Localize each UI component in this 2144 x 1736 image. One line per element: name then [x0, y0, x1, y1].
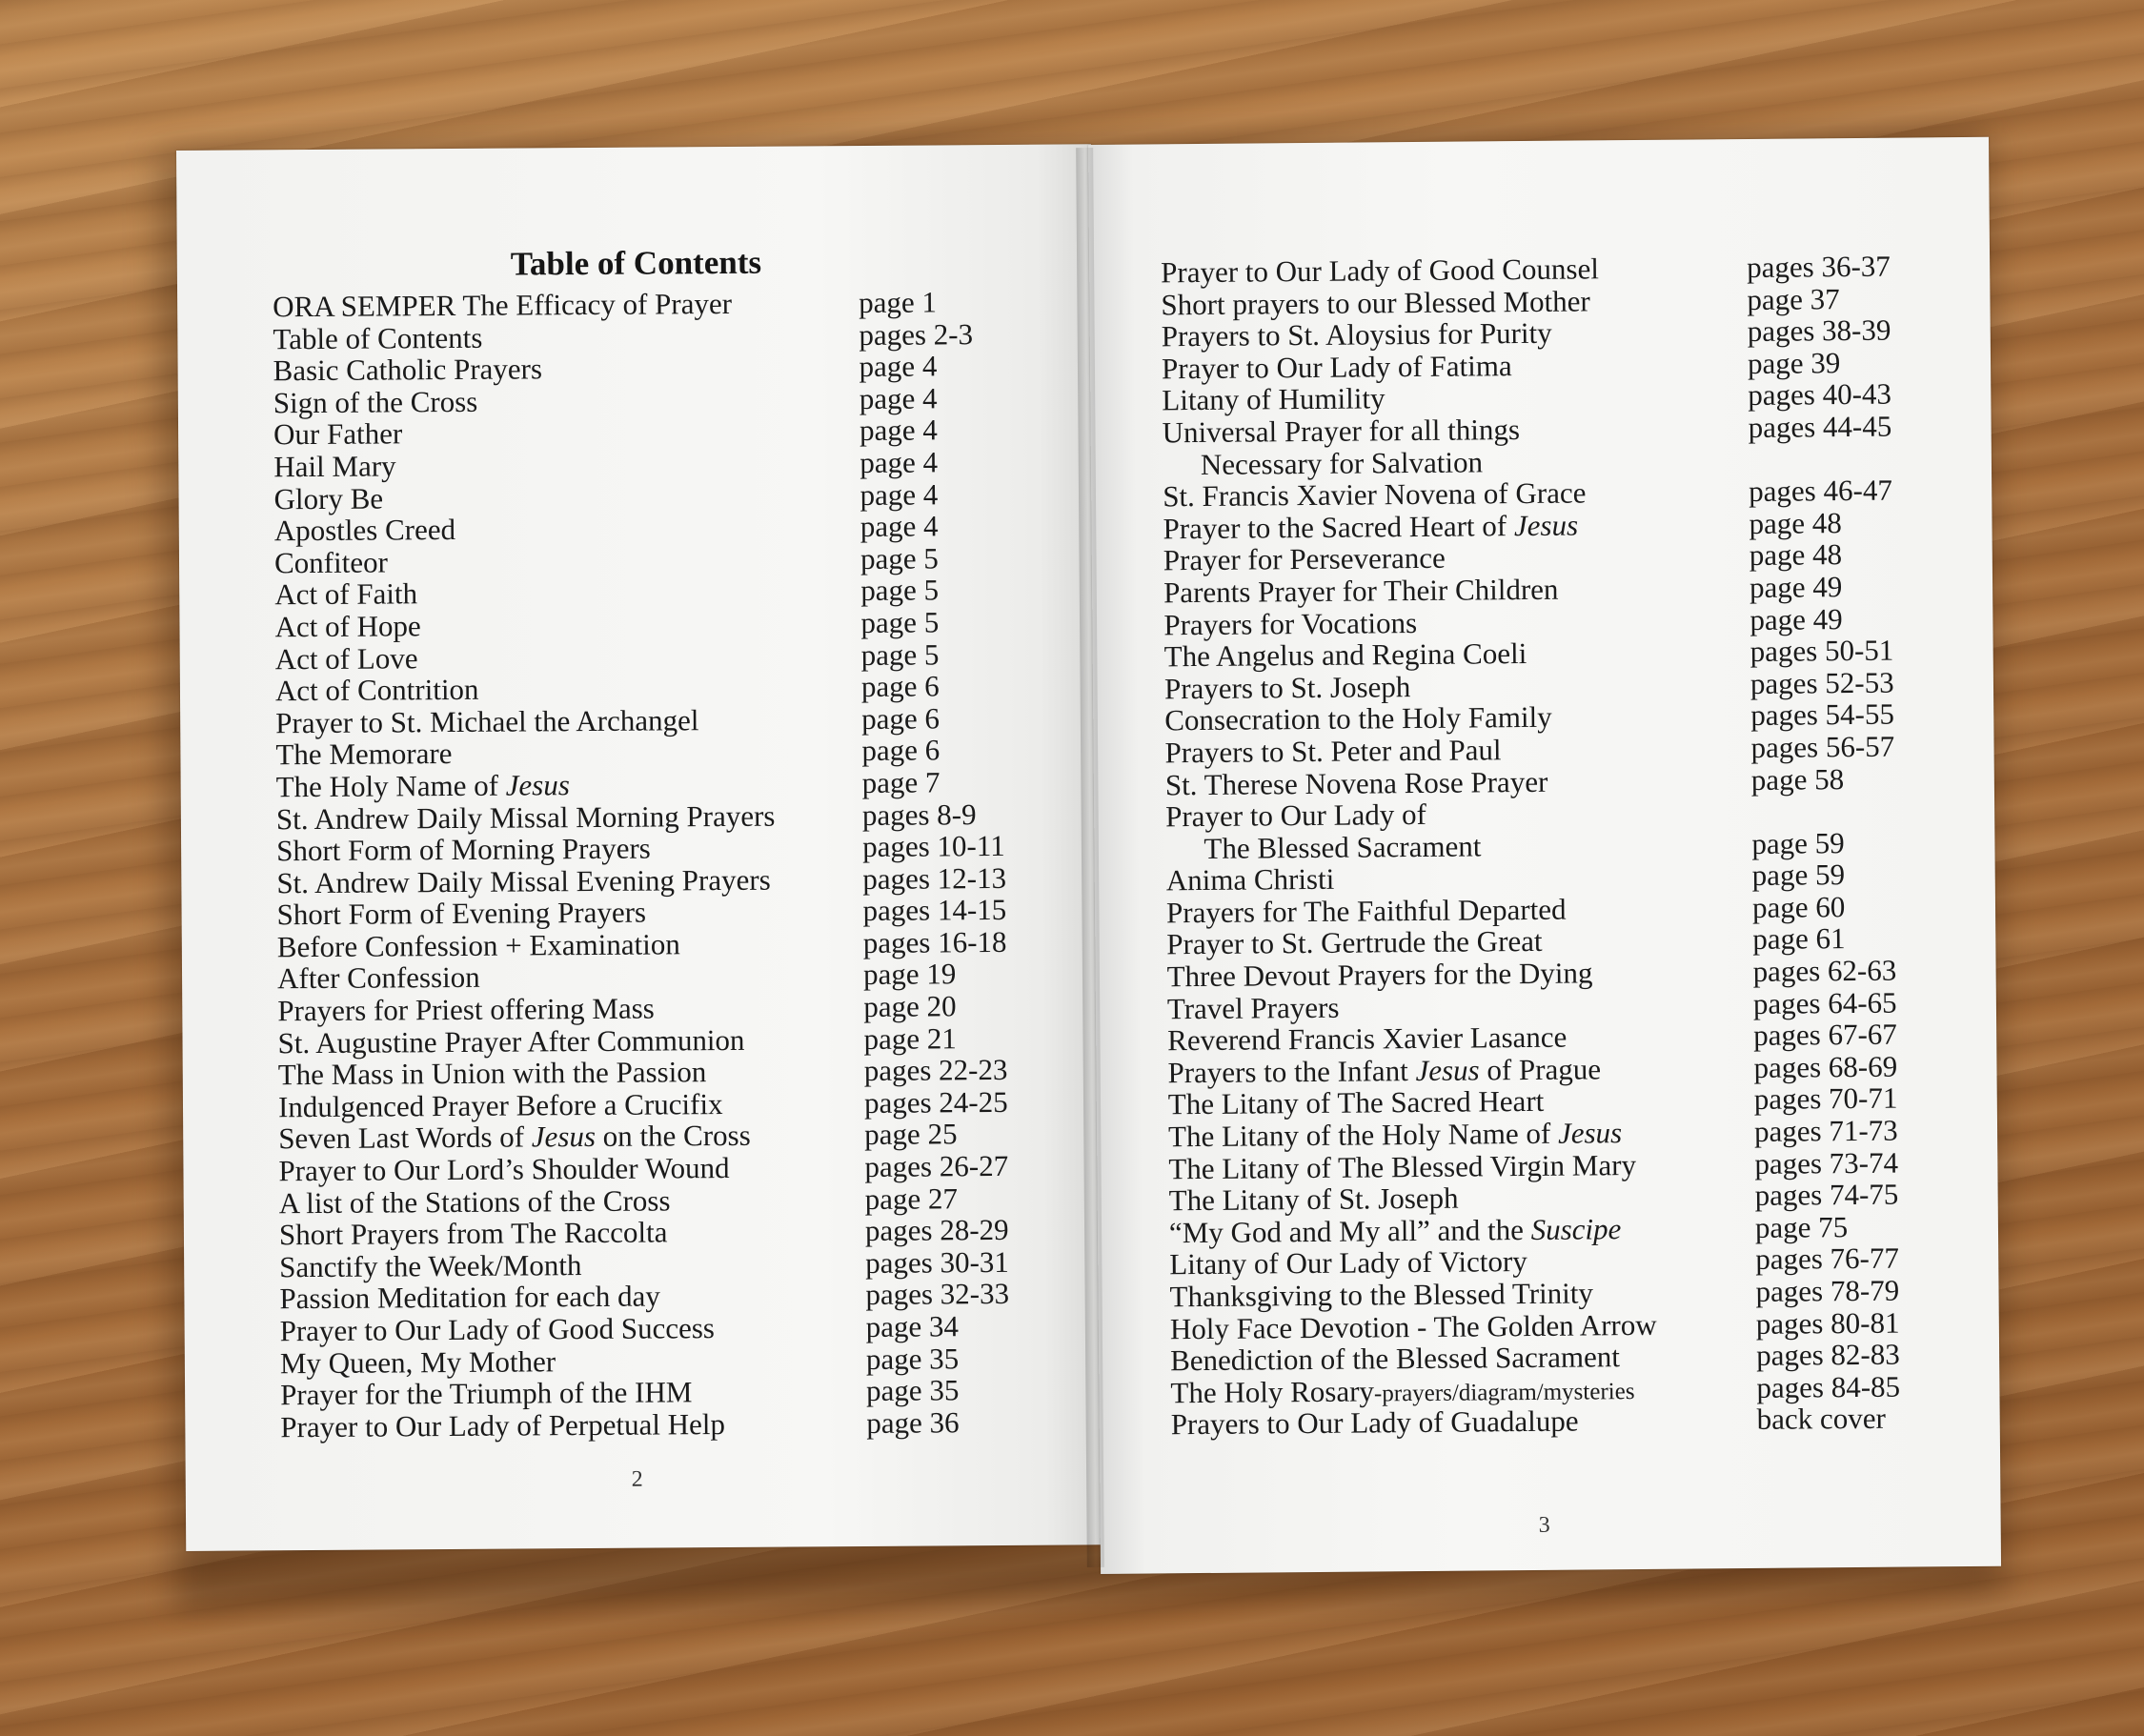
toc-entry-pages: page 4 [859, 349, 938, 384]
toc-entry-pages: pages 2-3 [859, 316, 974, 352]
toc-entry-pages: page 1 [859, 285, 938, 320]
toc-entry-title: Prayer to Our Lady of Perpetual Help [280, 1406, 726, 1444]
toc-entry-pages: page 4 [860, 445, 939, 479]
toc-entry-title: A list of the Stations of the Cross [278, 1183, 671, 1220]
toc-entry-title: Prayers to St. Aloysius for Purity [1161, 315, 1552, 353]
toc-entry-pages: pages 52-53 [1750, 665, 1894, 700]
toc-entry-title: Indulgenced Prayer Before a Crucifix [277, 1086, 723, 1124]
toc-entry-title: Prayers to St. Joseph [1163, 669, 1411, 706]
toc-entry-title: Confiteor [273, 545, 388, 580]
toc-entry-title: Prayers for Vocations [1163, 605, 1418, 641]
toc-entry-pages: page 49 [1749, 570, 1843, 604]
toc-entry-pages: page 34 [865, 1309, 960, 1343]
toc-entry-title: The Litany of St. Joseph [1168, 1181, 1459, 1218]
toc-entry-pages: pages 64-65 [1752, 985, 1897, 1020]
toc-entry-pages: pages 54-55 [1750, 696, 1895, 733]
toc-entry-pages: pages 70-71 [1753, 1081, 1898, 1117]
toc-entry-title: Short Form of Morning Prayers [276, 831, 651, 868]
toc-entry-title: The Blessed Sacrament [1203, 829, 1482, 865]
toc-entry-pages: pages 30-31 [865, 1244, 1009, 1280]
toc-entry-pages: pages 62-63 [1752, 953, 1897, 989]
toc-entry-pages: pages 10-11 [861, 829, 1005, 864]
toc-entry-title: Litany of Humility [1162, 381, 1386, 417]
right-page [1088, 137, 2001, 1574]
toc-entry-pages: pages 36-37 [1746, 249, 1891, 284]
toc-entry-pages: page 27 [864, 1181, 959, 1216]
toc-entry-title: The Holy Rosary-prayers/diagram/mysteries [1170, 1374, 1635, 1410]
toc-entry-pages: page 21 [863, 1020, 957, 1056]
toc-entry-title: St. Francis Xavier Novena of Grace [1163, 475, 1587, 514]
toc-entry-pages: pages 74-75 [1754, 1177, 1899, 1213]
toc-entry-title: Short Prayers from The Raccolta [278, 1215, 668, 1252]
toc-entry-title: “My God and My all” and the Suscipe [1168, 1211, 1622, 1250]
toc-entry-title: ORA SEMPER The Efficacy of Prayer [273, 286, 733, 324]
toc-entry-title: Prayers to Our Lady of Guadalupe [1170, 1403, 1579, 1442]
toc-entry-title: Short Form of Evening Prayers [276, 895, 647, 932]
toc-entry-title: Act of Hope [274, 609, 421, 644]
toc-entry-title: St. Andrew Daily Missal Morning Prayers [275, 798, 776, 836]
toc-title: Table of Contents [510, 243, 762, 283]
toc-entry-pages: pages 73-74 [1754, 1145, 1899, 1181]
toc-entry-title: Travel Prayers [1166, 990, 1340, 1025]
toc-entry-pages: pages 78-79 [1755, 1273, 1900, 1308]
toc-entry-pages: page 4 [860, 509, 939, 544]
toc-entry-pages: pages 14-15 [862, 893, 1007, 928]
toc-entry-pages: page 36 [866, 1405, 960, 1440]
toc-entry-pages: pages 84-85 [1756, 1369, 1901, 1404]
toc-entry-title: Three Devout Prayers for the Dying [1166, 956, 1593, 994]
toc-entry-title: Litany of Our Lady of Victory [1169, 1244, 1527, 1282]
toc-entry-pages: pages 28-29 [864, 1213, 1009, 1248]
toc-entry-title: Basic Catholic Prayers [273, 352, 543, 388]
toc-entry-title: Act of Love [274, 640, 418, 676]
toc-entry-pages: page 5 [860, 541, 939, 575]
page-number-right: 3 [1538, 1512, 1550, 1538]
toc-entry-pages: pages 22-23 [863, 1053, 1008, 1088]
toc-entry-title: Before Confession + Examination [276, 927, 680, 964]
toc-entry-pages: pages 24-25 [863, 1084, 1008, 1120]
toc-entry-title: Hail Mary [273, 449, 396, 484]
toc-entry-pages: page 5 [860, 636, 940, 672]
toc-entry-pages: pages 44-45 [1748, 409, 1892, 444]
toc-entry-title: Short prayers to our Blessed Mother [1161, 284, 1590, 321]
toc-entry-title: My Queen, My Mother [279, 1343, 556, 1380]
toc-entry-pages: page 6 [860, 669, 940, 704]
toc-entry-pages: page 35 [865, 1341, 960, 1376]
toc-entry-title: Sign of the Cross [273, 384, 478, 420]
toc-entry-title: The Mass in Union with the Passion [277, 1055, 707, 1092]
toc-entry-title: Act of Contrition [274, 672, 479, 708]
toc-entry-title: The Litany of the Holy Name of Jesus [1167, 1116, 1623, 1154]
toc-entry-title: Sanctify the Week/Month [279, 1247, 582, 1284]
toc-entry-title: Table of Contents [273, 320, 483, 355]
toc-list-left [273, 285, 1081, 1443]
toc-entry-pages: pages 56-57 [1750, 729, 1895, 764]
toc-entry-pages: pages 80-81 [1755, 1305, 1900, 1341]
toc-entry-title: Parents Prayer for Their Children [1163, 572, 1559, 610]
toc-entry-title: Act of Faith [274, 576, 418, 612]
toc-entry-pages: page 48 [1749, 537, 1843, 573]
toc-entry-pages: page 75 [1754, 1209, 1849, 1244]
toc-entry-pages: pages 71-73 [1753, 1113, 1898, 1148]
toc-entry-title: Universal Prayer for all things [1162, 413, 1521, 450]
toc-entry-title: Consecration to the Holy Family [1164, 700, 1552, 737]
toc-entry-pages: back cover [1756, 1402, 1886, 1437]
toc-entry-pages: page 25 [864, 1117, 958, 1152]
toc-entry-pages: page 60 [1751, 889, 1846, 924]
toc-entry-title: Reverend Francis Xavier Lasance [1167, 1019, 1568, 1058]
toc-entry-title: Prayer to Our Lady of Good Counsel [1161, 252, 1600, 290]
toc-entry-pages: page 4 [860, 476, 939, 512]
toc-entry-pages: page 61 [1752, 921, 1846, 957]
toc-entry-title: Prayer to Our Lady of [1165, 797, 1427, 834]
toc-entry-pages: page 19 [862, 957, 957, 992]
toc-entry-title: Prayer to Our Lady of Good Success [279, 1311, 716, 1348]
toc-entry-title: Prayers for The Faithful Departed [1165, 892, 1567, 930]
left-page [176, 144, 1101, 1551]
toc-entry-title: The Holy Name of Jesus [275, 768, 570, 804]
toc-entry-title: St. Andrew Daily Missal Evening Prayers [276, 862, 771, 899]
toc-entry-pages: pages 67-67 [1753, 1017, 1897, 1053]
toc-entry-title: Prayer to Our Lady of Fatima [1161, 348, 1512, 386]
toc-entry-pages: pages 8-9 [861, 797, 977, 832]
toc-entry-title: Seven Last Words of Jesus on the Cross [278, 1119, 751, 1156]
toc-entry-pages: pages 50-51 [1750, 633, 1894, 669]
toc-entry-title: Glory Be [273, 481, 384, 515]
toc-entry-pages: page 4 [859, 413, 938, 448]
toc-entry-pages: page 20 [863, 989, 957, 1024]
toc-entry [280, 1405, 1081, 1443]
toc-entry-pages: pages 16-18 [862, 924, 1007, 959]
toc-entry-pages: page 59 [1751, 825, 1845, 860]
toc-entry-pages: page 35 [865, 1373, 960, 1408]
toc-entry-title: The Litany of The Blessed Virgin Mary [1168, 1147, 1637, 1185]
toc-entry [1171, 1402, 1972, 1441]
toc-entry-pages: page 6 [861, 701, 941, 736]
toc-entry-title: Apostles Creed [273, 513, 456, 548]
toc-entry-title: Prayers for Priest offering Mass [277, 991, 655, 1028]
toc-entry-title: Necessary for Salvation [1200, 444, 1484, 481]
toc-list-right [1161, 250, 1972, 1441]
toc-entry-title: Prayer to the Sacred Heart of Jesus [1163, 508, 1579, 546]
toc-entry-pages: pages 32-33 [865, 1277, 1010, 1312]
page-number-left: 2 [631, 1466, 643, 1492]
toc-entry-title: Prayer to Our Lord’s Shoulder Wound [278, 1151, 730, 1188]
toc-entry-pages: page 49 [1750, 601, 1843, 636]
toc-entry-title: Passion Meditation for each day [279, 1279, 660, 1316]
toc-entry-title: Prayers to the Infant Jesus of Prague [1167, 1052, 1602, 1090]
toc-entry-pages: pages 68-69 [1753, 1049, 1898, 1084]
toc-entry-title: Our Father [273, 416, 403, 452]
toc-entry-title: The Angelus and Regina Coeli [1163, 636, 1527, 674]
toc-entry-pages: pages 40-43 [1748, 377, 1892, 413]
toc-entry-title: The Litany of The Sacred Heart [1167, 1084, 1545, 1121]
toc-entry-title: Prayer to St. Michael the Archangel [275, 702, 699, 740]
toc-entry-pages: page 5 [860, 573, 940, 608]
toc-entry-title: Holy Face Devotion - The Golden Arrow [1169, 1307, 1657, 1345]
toc-entry-pages: page 6 [861, 733, 941, 768]
toc-entry-title: Benediction of the Blessed Sacrament [1169, 1340, 1621, 1378]
toc-entry-pages: page 48 [1749, 505, 1842, 540]
toc-entry-title: Prayer for Perseverance [1163, 541, 1446, 577]
toc-entry-pages: page 59 [1751, 858, 1846, 893]
toc-entry-pages: pages 76-77 [1755, 1241, 1900, 1277]
toc-entry-title: After Confession [276, 960, 480, 996]
toc-entry-pages: page 39 [1747, 345, 1841, 380]
toc-entry-title: St. Therese Novena Rose Prayer [1164, 764, 1548, 801]
toc-entry-pages: pages 26-27 [864, 1148, 1009, 1184]
toc-entry-title: Prayers to St. Peter and Paul [1164, 733, 1502, 770]
toc-entry-title: St. Augustine Prayer After Communion [277, 1022, 745, 1060]
toc-entry-pages: page 4 [859, 381, 938, 415]
toc-entry-pages: page 58 [1750, 761, 1845, 797]
toc-entry-title: The Memorare [275, 737, 453, 772]
toc-entry-pages: pages 12-13 [862, 860, 1007, 896]
toc-entry-pages: pages 38-39 [1747, 313, 1891, 349]
toc-entry-title: Anima Christi [1165, 862, 1335, 898]
toc-entry-title: Prayer to St. Gertrude the Great [1166, 924, 1543, 961]
toc-entry-pages: page 7 [861, 765, 941, 799]
toc-entry-title: Prayer for the Triumph of the IHM [279, 1375, 693, 1412]
toc-entry-pages: pages 82-83 [1755, 1337, 1900, 1373]
toc-entry-pages: page 37 [1747, 281, 1840, 316]
toc-entry-pages: pages 46-47 [1749, 473, 1893, 509]
toc-entry-title: Thanksgiving to the Blessed Trinity [1169, 1276, 1594, 1314]
toc-entry-pages: page 5 [860, 605, 940, 639]
